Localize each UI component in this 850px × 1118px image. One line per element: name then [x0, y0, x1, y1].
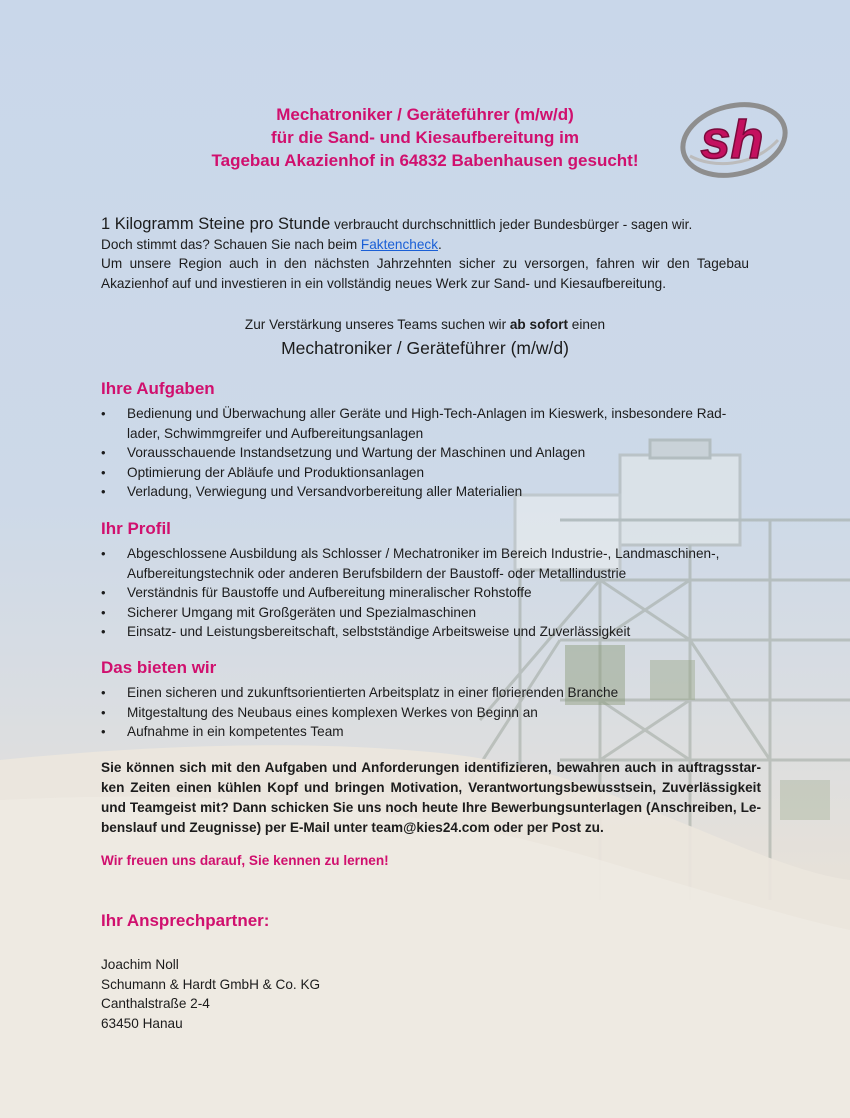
title-line-1: Mechatroniker / Geräteführer (m/w/d) [276, 105, 574, 124]
section-heading: Das bieten wir [101, 658, 217, 677]
list-item: • Mitgestaltung des Neubaus eines komplexen Werkes von Beginn an [101, 703, 751, 723]
list-item: • Optimierung der Abläufe und Produktionsanlagen [101, 463, 751, 483]
list-item: • Einsatz- und Leistungsbereitschaft, selbstständige Arbeitsweise und Zuverlässigkeit [101, 622, 751, 642]
callout-bold: ab sofort [509, 317, 569, 332]
logo-text: sh [700, 110, 764, 170]
factcheck-text: Doch stimmt das? Schauen Sie nach beim [101, 236, 361, 252]
factcheck-period: . [438, 236, 442, 252]
list-item: • Vorausschauende Instandsetzung und Wartung der Maschinen und Anlagen [101, 443, 751, 463]
contact-company: Schumann & Hardt GmbH & Co. KG [101, 976, 321, 992]
callout-job-title: Mechatroniker / Geräteführer (m/w/d) [281, 338, 569, 358]
callout-post: einen [568, 317, 606, 332]
contact-street: Canthalstraße 2-4 [101, 996, 210, 1011]
intro-factcheck [101, 235, 749, 255]
company-logo [672, 96, 792, 186]
intro-paragraph: Um unsere Region auch in den nächsten Jahrzehnten sicher zu versorgen, fahren wir den Tagebau Akazienhof auf und investieren in ein vollständig neues Werk zur Sand- und Kiesaufbereitung. [101, 256, 749, 291]
bullet-list [101, 683, 751, 742]
list-item: • Einen sicheren und zukunftsorientierten Arbeitsplatz in einer florierenden Branche [101, 683, 751, 703]
section-tasks [101, 378, 751, 502]
contact-address [101, 955, 320, 1033]
section-heading: Ihr Profil [101, 519, 171, 538]
list-item: • Bedienung und Überwachung aller Geräte und High-Tech-Anlagen im Kieswerk, insbesondere Rad-lader, Schwimmgreifer und Aufbereitungsanlagen [101, 404, 751, 443]
section-heading: Ihre Aufgaben [101, 379, 215, 398]
faktencheck-link[interactable]: Faktencheck [360, 236, 438, 252]
closing-paragraph: Sie können sich mit den Aufgaben und Anforderungen identifizieren, bewahren auch in auftragsstar-ken Zeiten einen kühlen Kopf und bringen Motivation, Verantwortungsbewusstsein, Zuverlässigkeit und Teamgeist mit? Dann schicken Sie uns noch heute Ihre Bewerbungsunterlagen (Anschreiben, Le-benslauf und Zeugnisse) per E-Mail unter team@kies24.com oder per Post zu. [101, 760, 761, 835]
callout-pre: Zur Verstärkung unseres Teams suchen wir [244, 317, 510, 332]
job-title-heading [150, 103, 700, 172]
bullet-list [101, 544, 751, 642]
list-item: • Verladung, Verwiegung und Versandvorbereitung aller Materialien [101, 482, 751, 502]
callout-line [101, 315, 749, 334]
section-profile [101, 518, 751, 642]
title-line-2: für die Sand- und Kiesaufbereitung im [271, 128, 579, 147]
list-item: • Verständnis für Baustoffe und Aufbereitung mineralischer Rohstoffe [101, 583, 751, 603]
list-item: • Aufnahme in ein kompetentes Team [101, 722, 751, 742]
greeting-line: Wir freuen uns darauf, Sie kennen zu lernen! [101, 853, 389, 868]
intro-lead-rest: verbraucht durchschnittlich jeder Bundesbürger - sagen wir. [330, 217, 693, 232]
title-line-3: Tagebau Akazienhof in 64832 Babenhausen gesucht! [211, 151, 639, 170]
bullet-list [101, 404, 751, 502]
intro-lead-big: 1 Kilogramm Steine pro Stunde [101, 215, 331, 233]
intro-block [101, 215, 749, 293]
section-offer [101, 657, 751, 742]
list-item: • Sicherer Umgang mit Großgeräten und Spezialmaschinen [101, 603, 751, 623]
contact-city: 63450 Hanau [101, 1015, 183, 1031]
list-item: • Abgeschlossene Ausbildung als Schlosser / Mechatroniker im Bereich Industrie-, Landmaschinen-, Aufbereitungstechnik oder anderen Berufsbildern der Baustoff- oder Metallindustrie [101, 544, 751, 583]
recruitment-callout [101, 315, 749, 360]
contact-heading: Ihr Ansprechpartner: [101, 911, 270, 930]
contact-name: Joachim Noll [101, 957, 179, 972]
intro-lead [101, 215, 749, 235]
